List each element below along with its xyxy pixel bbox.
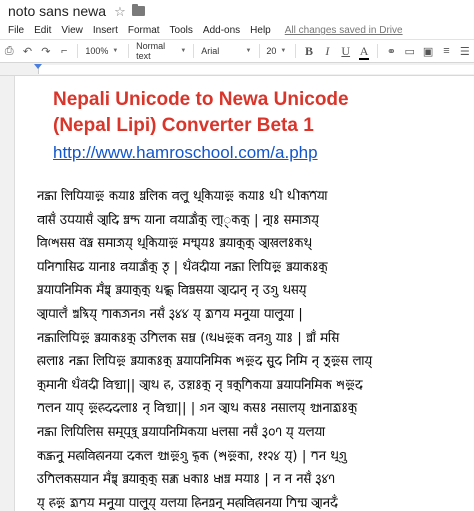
toolbar-divider [193, 44, 194, 58]
document-title[interactable]: noto sans newa [8, 3, 107, 19]
menu-format[interactable]: Format [127, 25, 160, 36]
body-line: 𑐴𑐵𑐮𑐵𑑅 𑐣𑐴𑑂𑐰𑐵 𑐮𑐶𑐥𑐶𑐂 𑐧𑑂𑐰𑐫𑐵𑐎𑑅𑐎𑐸 𑐥𑑂𑐰𑐫𑐵𑐥𑐣𑐶𑐩𑐶𑐎 𑐱𑐂𑐡 𑐳𑐹𑐡 𑐣𑐶𑐩𑐶 𑐣𑑂 𑐜𑐸𑐂𑐳 𑐮𑐵𑐫𑑂 [37, 353, 373, 370]
body-line: 𑐟𑐮𑐣 𑐫𑐵𑐥𑑂 𑐂𑐴𑐡𑐡𑐮𑐵𑑅 𑐣𑑂 𑐰𑐶𑐡𑑂𑐫𑐵|| | 𑐐𑐣 𑐁𑐠 𑐎𑐳𑑅 𑐣𑐳𑐵𑐮𑐫𑑂 𑐐𑑂𑐫𑐵𑐣𑐵𑐖𑐹𑑅𑐎𑐸 [37, 400, 358, 417]
zoom-value: 100% [85, 46, 109, 56]
star-icon[interactable]: ☆ [114, 3, 126, 19]
body-line: 𑐄𑐟𑐶𑐮𑐎𑐳𑐫𑐵𑐣 𑐩𑑃𑐳𑑂𑐱𑑂 𑐧𑑂𑐰𑐫𑐵𑐎𑐸𑐎𑐸 𑐳𑐎𑑂𑐰 𑐢𑐎𑐵𑑅 𑐢𑐵𑐳𑑂𑐰 𑐩𑐫𑐵𑑅 | 𑐣 𑐣 𑐣𑐳𑑃 𑑓𑑔𑑗 [37, 471, 335, 488]
document-link[interactable]: http://www.hamroschool.com/a.php [53, 143, 318, 162]
toolbar-divider [295, 44, 296, 58]
body-text[interactable] [37, 185, 469, 511]
comment-icon[interactable]: ▭ [404, 45, 415, 58]
chevron-down-icon: ▼ [245, 48, 252, 54]
underline-button[interactable]: U [341, 43, 351, 58]
italic-button[interactable]: I [325, 43, 330, 58]
body-line: 𑐣𑐴𑑂𑐰𑐵 𑐮𑐶𑐥𑐶𑐫𑐵𑐂 𑐎𑐫𑐵𑑅 𑐳𑑂𑐰𑐮𑐶𑐎 𑐰𑐮𑐹 𑐠𑐸𑐎𑐶𑐫𑐵𑐂 𑐎𑐫𑐵𑑅 𑐠𑐷 𑐠𑐷𑐎𑐟𑐾𑐫𑐵 [37, 188, 328, 204]
image-icon[interactable]: ▣ [422, 45, 434, 58]
document-page[interactable] [14, 76, 474, 511]
body-line: 𑐣𑐴𑑂𑐰𑐵 𑐮𑐶𑐥𑐶𑐮𑐶𑐳 𑐳𑐩𑐸𑐥𑐸𑐡𑑂𑐬𑐸 𑐥𑑂𑐰𑐫𑐵𑐥𑐣𑐶𑐩𑐶𑐎𑐫𑐵 𑐢𑐮𑐳𑐵 𑐣𑐳𑑃 𑑓𑑐𑑗 𑐫𑑂 𑐫𑐮𑐫𑐵 [37, 423, 326, 440]
font-value: Arial [201, 46, 220, 56]
text-color-button[interactable]: A [357, 43, 371, 59]
body-line: 𑐰𑐵𑐳𑑃 𑐄𑐥𑐫𑐵𑐳𑑃 𑐁𑐡𑐶 𑐳𑑂𑐰𑐳𑑂𑐟 𑐫𑐵𑐣𑐵 𑐰𑐫𑐵𑐖𑑂𑐰𑑃𑐎𑐸 𑐮𑐸𑐵𑑂𑐎𑐎𑐸 | 𑐣𑐸𑐵𑑅 𑐳𑐩𑐵𑐖𑐫𑑂 [37, 211, 319, 228]
print-icon[interactable]: ⎙ [4, 44, 14, 57]
body-line: 𑐣𑐴𑑂𑐰𑐵𑐮𑐶𑐥𑐶𑐂 𑐧𑑂𑐰𑐫𑐵𑐎𑑅𑐎𑐸 𑐄𑐟𑐶𑐮𑐎 𑐳𑐩𑑂𑐰 (𑐠𑐾𑐢𑐂𑐎 𑐰𑐣𑐐𑐸 𑐫𑐵𑑅 | 𑐮𑑂𑐰𑐵𑑃 𑐩𑐳𑐶 [37, 329, 340, 346]
toolbar-divider [128, 44, 129, 58]
heading-line-1: Nepali Unicode to Newa Unicode [53, 89, 349, 110]
toolbar [0, 39, 474, 63]
redo-icon[interactable]: ↷ [41, 45, 51, 58]
body-line: 𑐎𑐸𑐩𑐵𑐣𑐷 𑐠𑑃𑐰𑐾𑐡𑐷 𑐰𑐶𑐡𑑂𑐫𑐵|| 𑐁𑐠 𑐴, 𑐄𑐡𑑂𑐴𑐵𑑅𑐎𑐸 𑐣𑑂 𑐥𑑂𑐬𑐎𑐸𑐟𑐶𑐎𑐫𑐵 𑐥𑑂𑐰𑐫𑐵𑐥𑐣𑐶𑐩𑐶𑐎 𑐱𑐂𑐡 [37, 376, 363, 393]
menu-view[interactable]: View [61, 25, 83, 36]
style-value: Normal text [136, 41, 166, 61]
line-spacing-icon[interactable]: ☰ [459, 45, 470, 58]
font-size-dropdown[interactable] [263, 43, 291, 59]
saved-status-link[interactable]: All changes saved in Drive [284, 25, 403, 36]
menu-help[interactable]: Help [250, 25, 271, 36]
chevron-down-icon: ▼ [112, 48, 119, 54]
link-icon[interactable]: ⚭ [386, 45, 396, 58]
align-icon[interactable]: ≡ [443, 45, 450, 57]
chevron-down-icon: ▼ [280, 48, 287, 54]
font-dropdown[interactable] [198, 43, 254, 59]
body-line: 𑐥𑑂𑐰𑐫𑐵𑐥𑐣𑐶𑐩𑐶𑐎 𑐩𑑃𑐳𑑂𑐱𑑂 𑐧𑑂𑐰𑐫𑐵𑐎𑐸𑐎𑐸 𑐠𑐴𑑂𑐎𑐸 𑐰𑐶𑐳𑑂𑐰𑐳𑐫𑐵 𑐁𑐡𑐵𑐣𑑂 𑐣𑑂 𑐄𑐐𑐸 𑐠𑐳𑐫𑑂 [37, 282, 307, 299]
body-line: 𑐫𑑂 𑐴𑐂 𑐖𑐹𑐟𑐫 𑐩𑐣𑐹𑐫𑐵 𑐥𑐵𑐮𑐹𑐫𑑂 𑐫𑐮𑐫𑐵 𑐴𑐶𑐣𑐟𑑂𑐰𑐣𑐸 𑐩𑐴𑐵𑐰𑐶𑐴𑐵𑐣𑐫𑐵 𑐟𑐶𑐳𑑂𑐳 𑐁𑐣𑐡𑑃 [37, 494, 338, 511]
zoom-dropdown[interactable] [82, 43, 124, 59]
undo-icon[interactable]: ↶ [22, 45, 33, 58]
font-size-value: 20 [266, 46, 277, 56]
menu-addons[interactable]: Add-ons [202, 25, 241, 36]
body-line: 𑐁𑐥𑐵𑐮𑑃 𑐱𑑂𑐰𑐡𑑂𑐟𑐶𑐫𑑂 𑐟𑐵𑐎𑐖𑐣𑐐 𑐣𑐳𑑃 𑑓𑑔𑑔 𑐫𑑂 𑐖𑐹𑐟𑐫 𑐩𑐣𑐹𑐫𑐵 𑐥𑐵𑐮𑐹𑐫𑐵 | [37, 305, 303, 322]
folder-icon[interactable] [132, 6, 145, 16]
body-line: 𑐰𑐶𑐱𑐾𑐳𑐳 𑐧𑐾𑐡𑑂𑐰 𑐳𑐩𑐵𑐖𑐫𑑂 𑐠𑐸𑐎𑐶𑐫𑐵𑐂 𑐩𑐳𑑂𑐳𑑂𑐫𑑅 𑐧𑑂𑐰𑐫𑐵𑐎𑐸𑐎𑐸 𑐁𑐏𑐮𑑅𑐎𑐠𑑂 [37, 235, 313, 252]
document-heading[interactable] [53, 87, 453, 139]
paint-format-icon[interactable]: ⌐ [61, 45, 68, 57]
heading-line-2: (Nepal Lipi) Converter Beta 1 [53, 115, 314, 136]
bold-button[interactable]: B [304, 43, 313, 58]
toolbar-divider [377, 44, 378, 58]
menu-edit[interactable]: Edit [34, 25, 52, 36]
body-line: 𑐎𑐴𑑂𑐰𑐣𑐹 𑐩𑐴𑐵𑐰𑐶𑐴𑐵𑐣𑐫𑐵 𑐡𑐎𑐮 𑐐𑑂𑐫𑐵𑐂𑐐𑐸 𑐴𑐸𑐎 (𑐱𑐂𑐎𑐵, 𑑑𑑑𑑒𑑔 𑐫𑑂) | 𑐟𑐣 𑐠𑐸𑐐𑐸 [37, 447, 347, 464]
chevron-down-icon: ▼ [180, 48, 187, 54]
menu-insert[interactable]: Insert [92, 25, 118, 36]
style-dropdown[interactable] [133, 43, 189, 59]
title-bar [0, 0, 474, 22]
body-line: 𑐥𑐣𑐶𑐟𑐵𑐳𑐶𑐝 𑐫𑐵𑐣𑐵𑑅 𑐰𑐫𑐵𑐖𑑂𑐰𑑃𑐎𑐸 𑐜𑑂 | 𑐠𑑃𑐰𑐾𑐡𑐷𑐫𑐵 𑐣𑐴𑑂𑐰𑐵 𑐮𑐶𑐥𑐶𑐂 𑐧𑑂𑐰𑐫𑐵𑐎𑑅𑐎𑐸 [37, 258, 328, 275]
toolbar-divider [259, 44, 260, 58]
indent-marker-icon[interactable] [34, 64, 42, 69]
ruler-track [38, 65, 474, 74]
toolbar-divider [77, 44, 78, 58]
menu-bar [0, 22, 474, 39]
ruler [0, 63, 474, 76]
menu-tools[interactable]: Tools [169, 25, 193, 36]
menu-file[interactable]: File [8, 25, 25, 36]
